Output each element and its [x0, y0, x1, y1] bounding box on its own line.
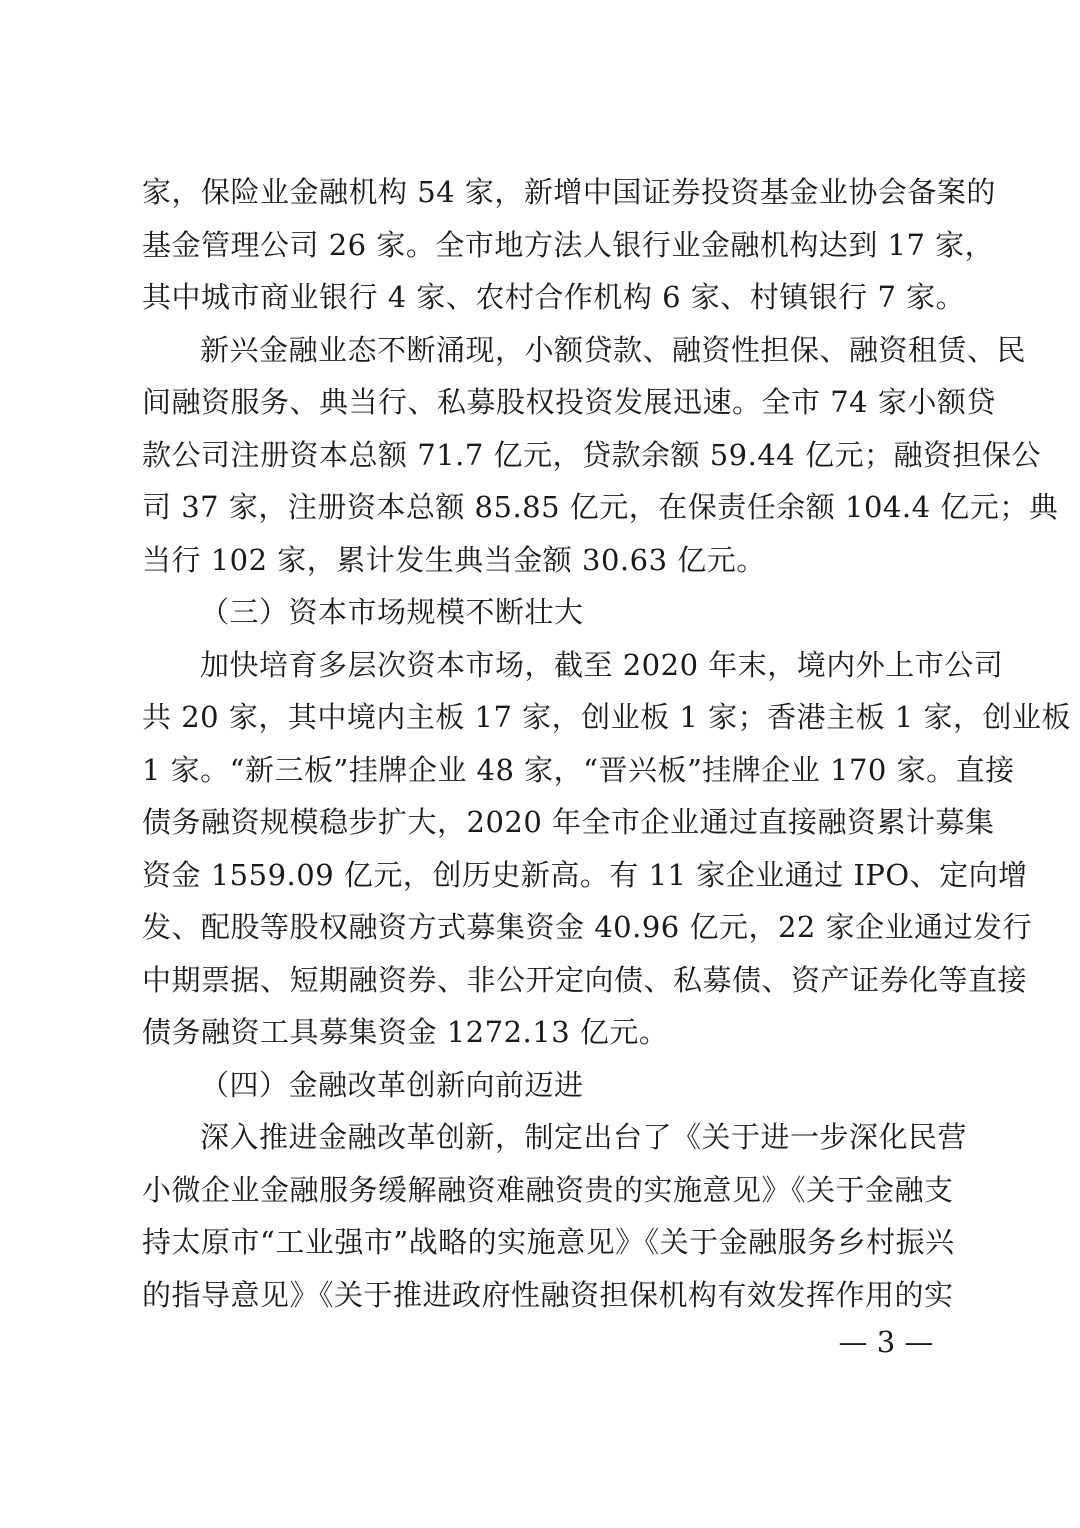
paragraph-line: 中期票据、短期融资券、非公开定向债、私募债、资产证券化等直接 — [142, 963, 1028, 997]
paragraph-line: 小微企业金融服务缓解融资难融资贵的实施意见》《关于金融支 — [142, 1173, 954, 1207]
paragraph-line: 加快培育多层次资本市场，截至 2020 年末，境内外上市公司 — [200, 648, 1004, 682]
paragraph-line: 基金管理公司 26 家。全市地方法人银行业金融机构达到 17 家， — [142, 228, 995, 262]
paragraph-line: 资金 1559.09 亿元，创历史新高。有 11 家企业通过 IPO、定向增 — [142, 858, 1028, 892]
paragraph-line: 发、配股等股权融资方式募集资金 40.96 亿元，22 家企业通过发行 — [142, 910, 1033, 944]
section-heading: （三）资本市场规模不断壮大 — [200, 595, 584, 629]
paragraph-line: 的指导意见》《关于推进政府性融资担保机构有效发挥作用的实 — [142, 1278, 954, 1312]
paragraph-line: 当行 102 家，累计发生典当金额 30.63 亿元。 — [142, 543, 766, 577]
paragraph-line: 间融资服务、典当行、私募股权投资发展迅速。全市 74 家小额贷 — [142, 385, 996, 419]
paragraph-line: 款公司注册资本总额 71.7 亿元，贷款余额 59.44 亿元；融资担保公 — [142, 438, 1041, 472]
paragraph-line: 1 家。“新三板”挂牌企业 48 家，“晋兴板”挂牌企业 170 家。直接 — [142, 753, 1015, 787]
paragraph-line: 持太原市“工业强市”战略的实施意见》《关于金融服务乡村振兴 — [142, 1225, 955, 1259]
paragraph-line: 新兴金融业态不断涌现，小额贷款、融资性担保、融资租赁、民 — [200, 333, 1027, 367]
paragraph-line: 司 37 家，注册资本总额 85.85 亿元，在保责任余额 104.4 亿元；典 — [142, 490, 1059, 524]
paragraph-line: 共 20 家，其中境内主板 17 家，创业板 1 家；香港主板 1 家，创业板 — [142, 700, 1071, 734]
paragraph-line: 深入推进金融改革创新，制定出台了《关于进一步深化民营 — [200, 1120, 968, 1154]
paragraph-line: 其中城市商业银行 4 家、农村合作机构 6 家、村镇银行 7 家。 — [142, 280, 966, 314]
section-heading: （四）金融改革创新向前迈进 — [200, 1068, 584, 1102]
paragraph-line: 债务融资工具募集资金 1272.13 亿元。 — [142, 1015, 669, 1049]
paragraph-line: 债务融资规模稳步扩大，2020 年全市企业通过直接融资累计募集 — [142, 805, 995, 839]
page-number: — 3 — — [838, 1325, 934, 1359]
paragraph-line: 家，保险业金融机构 54 家，新增中国证券投资基金业协会备案的 — [142, 175, 996, 209]
